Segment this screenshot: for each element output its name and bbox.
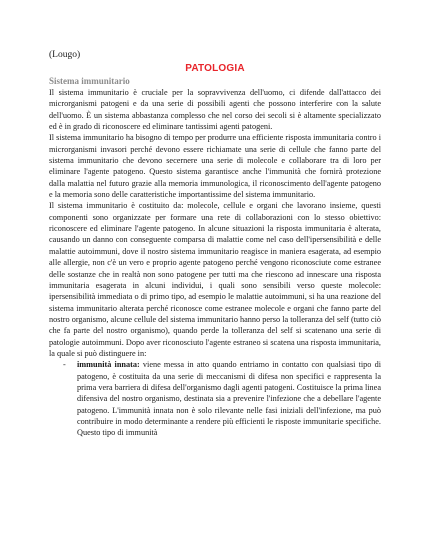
list-item-text: viene messa in atto quando entriamo in contatto con qualsiasi tipo di patogeno, è costituita da una serie di meccanismi di difesa non specifici e rappresenta la prima vera barriera di difesa dell'organismo dagli agenti patogeni. Costituisce la prima linea difensiva del nostro organismo, destinata sia a prevenire l'infezione che a debellare l'agente patogeno. L'immunità innata non è solo rilevante nelle fasi iniziali dell'infezione, ma può contribuire in modo determinante a rendere più efficienti le risposte immunitarie specifiche. Questo tipo di immunità <box>77 360 382 438</box>
list-item-term: immunità innata: <box>77 360 140 370</box>
author-note: (Lougo) <box>49 50 81 60</box>
list-item <box>63 359 381 438</box>
section-heading: Sistema immunitario <box>49 76 130 86</box>
paragraph: Il sistema immunitario ha bisogno di tempo per produrre una efficiente risposta immunitaria contro i microrganismi invasori perché devono essere richiamate una serie di cellule che fanno parte del sistema immunitario che devono secernere una serie di molecole e collaborare tra di loro per eliminare l'agente patogeno. Questo sistema garantisce anche l'immunità che fornirà protezione dalla malattia nel futuro grazie alla memoria immunologica, il riconoscimento dell'agente patogeno e la memoria sono delle caratteristiche importantissime del sistema immunitario. <box>49 133 381 200</box>
paragraph: Il sistema immunitario è cruciale per la sopravvivenza dell'uomo, ci difende dall'attacco dei microrganismi patogeni e da una serie di possibili agenti che possono interferire con la salute dell'uomo. È un sistema abbastanza complesso che nel corso dei secoli si è altamente specializzato ed è in grado di riconoscere ed eliminare tantissimi agenti patogeni. <box>49 88 381 132</box>
document-title: PATOLOGIA <box>185 63 245 74</box>
immunity-list <box>49 359 381 438</box>
paragraph: Il sistema immunitario è costituito da: molecole, cellule e organi che lavorano insieme, questi componenti sono organizzate per formare una rete di collaborazioni con lo stesso obiettivo: riconoscere ed eliminare l'agente patogeno. In alcune situazioni la risposta immunitaria è alterata, causando un danno con conseguente comparsa di malattie come nel caso dell'ipersensibilità e delle malattie autoimmuni, dove il nostro sistema immunitario reagisce in maniera esagerata, ad esempio alle allergie, non c'è un vero e proprio agente patogeno perché vengono riconosciute come estranee delle sostanze che in realtà non sono patogene per tutti ma che riescono ad innescare una risposta immunitaria esagerata in alcuni individui, i quali sono sensibili verso queste molecole: ipersensibilità immediata o di primo tipo, ad esempio le malattie autoimmuni, si ha una reazione del sistema immunitario alterata perché riconosce come estranee molecole e organi che fanno parte del nostro organismo, alcune cellule del sistema immunitario hanno perso la tolleranza del self (tutto ciò che fa parte del nostro organismo), quando perde la tolleranza del self si scatenano una serie di patologie autoimmuni. Dopo aver riconosciuto l'agente estraneo si scatena una risposta immunitaria, la quale si può distinguere in: <box>49 201 381 358</box>
